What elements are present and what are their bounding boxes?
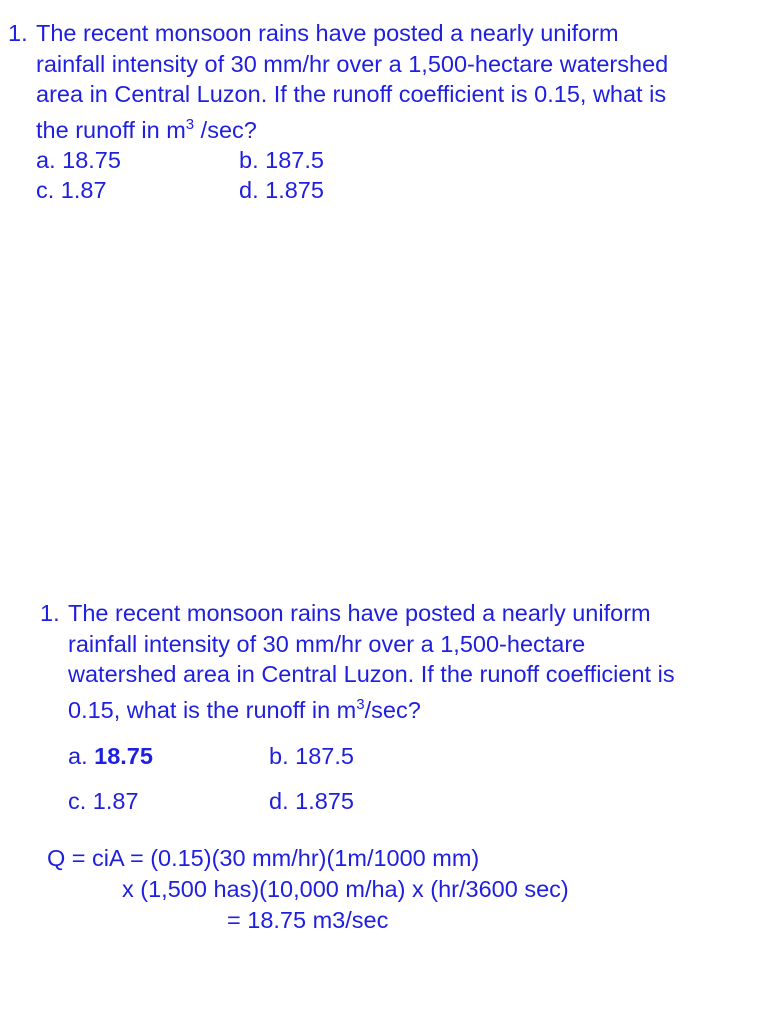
solution-line-1: Q = ciA = (0.15)(30 mm/hr)(1m/1000 mm) xyxy=(47,845,480,871)
question-line: rainfall intensity of 30 mm/hr over a 1,500-hectare xyxy=(68,630,586,657)
question-line: 1. The recent monsoon rains have posted a nearly uniform xyxy=(8,18,758,49)
answer-question-text xyxy=(40,598,755,832)
question-line: rainfall intensity of 30 mm/hr over a 1,500-hectare watershed xyxy=(36,50,669,77)
option-c: c. 1.87 xyxy=(68,788,139,815)
options-row xyxy=(40,741,755,772)
option-a-correct: a. 18.75 xyxy=(68,742,153,769)
solution-line-2: x (1,500 has)(10,000 m/ha) x (hr/3600 sec) xyxy=(122,876,569,902)
question-line: the runoff in $m^3$ /sec? xyxy=(36,115,257,143)
options-row xyxy=(8,175,758,206)
question-number: 1. xyxy=(8,20,28,46)
question-line: area in Central Luzon. If the runoff coefficient is 0.15, what is xyxy=(36,81,667,107)
option-b: b. 187.5 xyxy=(239,146,324,173)
question-text xyxy=(8,18,758,206)
option-c: c. 1.87 xyxy=(36,177,107,204)
question-line: 1. The recent monsoon rains have posted a nearly uniform xyxy=(40,598,755,629)
solution-result: = 18.75 m3/sec xyxy=(227,907,389,933)
option-b: b. 187.5 xyxy=(269,742,354,769)
answer-options xyxy=(40,741,755,817)
option-a: a. 18.75 xyxy=(36,146,121,173)
question-number: 1. xyxy=(40,600,60,626)
question-line: watershed area in Central Luzon. If the runoff coefficient is xyxy=(68,661,675,687)
options-row xyxy=(8,145,758,176)
question-line: 0.15, what is the runoff in $m^3/\sec$? xyxy=(68,695,421,723)
option-d: d. 1.875 xyxy=(239,177,324,204)
option-d: d. 1.875 xyxy=(269,788,354,815)
options-row xyxy=(40,786,755,817)
correct-answer: 18.75 xyxy=(94,742,153,769)
